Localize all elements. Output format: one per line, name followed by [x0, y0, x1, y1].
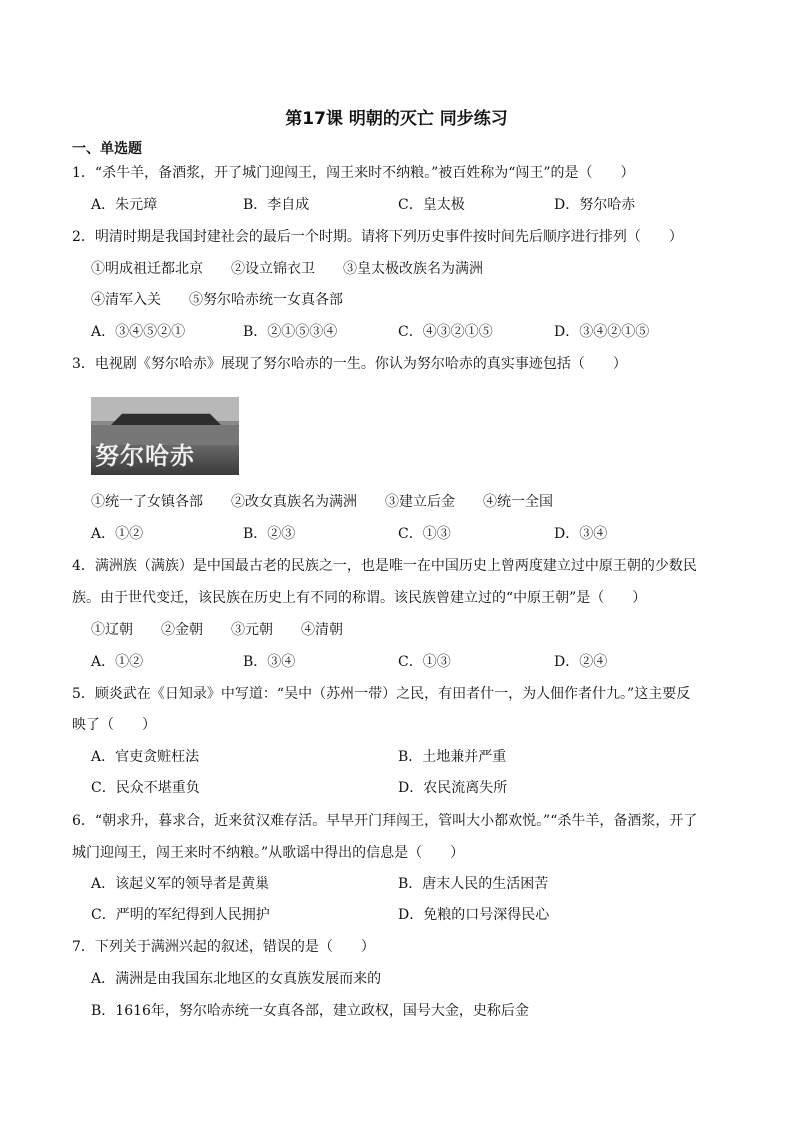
question-3-stem: 3．电视剧《努尔哈赤》展现了努尔哈赤的一生。你认为努尔哈赤的真实事迹包括（ ） [72, 356, 627, 372]
q1-option-a: A．朱元璋 [91, 197, 158, 213]
question-4-stem-line2: 族。由于世代变迁，该民族在历史上有不同的称谓。该民族曾建立过的“中原王朝”是（ ） [72, 590, 647, 606]
question-5-stem-line1: 5．顾炎武在《日知录》中写道：“吴中（苏州一带）之民，有田者什一，为人佃作者什九。”这主要反 [72, 686, 691, 702]
q2-items-line2: ④清军入关 ⑤努尔哈赤统一女真各部 [91, 292, 343, 308]
question-6-stem-line2: 城门迎闯王，闯王来时不纳粮。”从歌谣中得出的信息是（ ） [72, 845, 465, 861]
q2-option-b: B．②①⑤③④ [243, 324, 338, 340]
q2-option-a: A．③④⑤②① [91, 324, 186, 340]
question-2-stem: 2．明清时期是我国封建社会的最后一个时期。请将下列历史事件按时间先后顺序进行排列（ ） [72, 229, 683, 245]
page-title: 第17课 明朝的灭亡 同步练习 [285, 109, 508, 129]
q2-option-d: D．③④②①⑤ [554, 324, 650, 340]
section-heading: 一、单选题 [72, 141, 142, 157]
q4-option-a: A．①② [91, 654, 144, 670]
q7-option-a: A．满洲是由我国东北地区的女真族发展而来的 [91, 971, 382, 987]
q6-option-c: C．严明的军纪得到人民拥护 [91, 907, 270, 923]
question-7-stem: 7．下列关于满洲兴起的叙述，错误的是（ ） [72, 939, 375, 955]
q3-option-c: C．①③ [398, 526, 451, 542]
q4-option-b: B．③④ [243, 654, 296, 670]
q3-option-d: D．③④ [554, 526, 608, 542]
question-6-stem-line1: 6．“朝求升，暮求合，近来贫汉难存活。早早开门拜闯王，管叫大小都欢悦。”“杀牛羊，备酒浆，开了 [72, 813, 698, 829]
tv-drama-still-image [91, 397, 239, 475]
q1-option-b: B．李自成 [243, 197, 310, 213]
q5-option-d: D．农民流离失所 [398, 780, 508, 796]
question-5-stem-line2: 映了（ ） [72, 717, 156, 733]
q5-option-b: B．土地兼并严重 [398, 749, 507, 765]
q2-items-line1: ①明成祖迁都北京 ②设立锦衣卫 ③皇太极改族名为满洲 [91, 261, 483, 277]
image-caption: 努尔哈赤 [95, 442, 195, 470]
q7-option-b: B．1616年，努尔哈赤统一女真各部，建立政权，国号大金，史称后金 [91, 1003, 529, 1019]
q3-option-a: A．①② [91, 526, 144, 542]
q4-option-c: C．①③ [398, 654, 451, 670]
q6-option-a: A．该起义军的领导者是黄巢 [91, 876, 270, 892]
q4-option-d: D．②④ [554, 654, 608, 670]
q4-items: ①辽朝 ②金朝 ③元朝 ④清朝 [91, 622, 343, 638]
q2-option-c: C．④③②①⑤ [398, 324, 493, 340]
question-1-stem: 1．“杀牛羊，备酒浆，开了城门迎闯王，闯王来时不纳粮。”被百姓称为“闯王”的是（ ） [72, 165, 635, 181]
q6-option-b: B．唐末人民的生活困苦 [398, 876, 549, 892]
q1-option-c: C．皇太极 [398, 197, 465, 213]
q3-items: ①统一了女镇各部 ②改女真族名为满洲 ③建立后金 ④统一全国 [91, 494, 553, 510]
q3-option-b: B．②③ [243, 526, 296, 542]
question-4-stem-line1: 4．满洲族（满族）是中国最古老的民族之一，也是唯一在中国历史上曾两度建立过中原王朝的少数民 [72, 558, 697, 574]
q6-option-d: D．免粮的口号深得民心 [398, 907, 550, 923]
q1-option-d: D．努尔哈赤 [554, 197, 636, 213]
q5-option-c: C．民众不堪重负 [91, 780, 200, 796]
q5-option-a: A．官吏贪赃枉法 [91, 749, 200, 765]
